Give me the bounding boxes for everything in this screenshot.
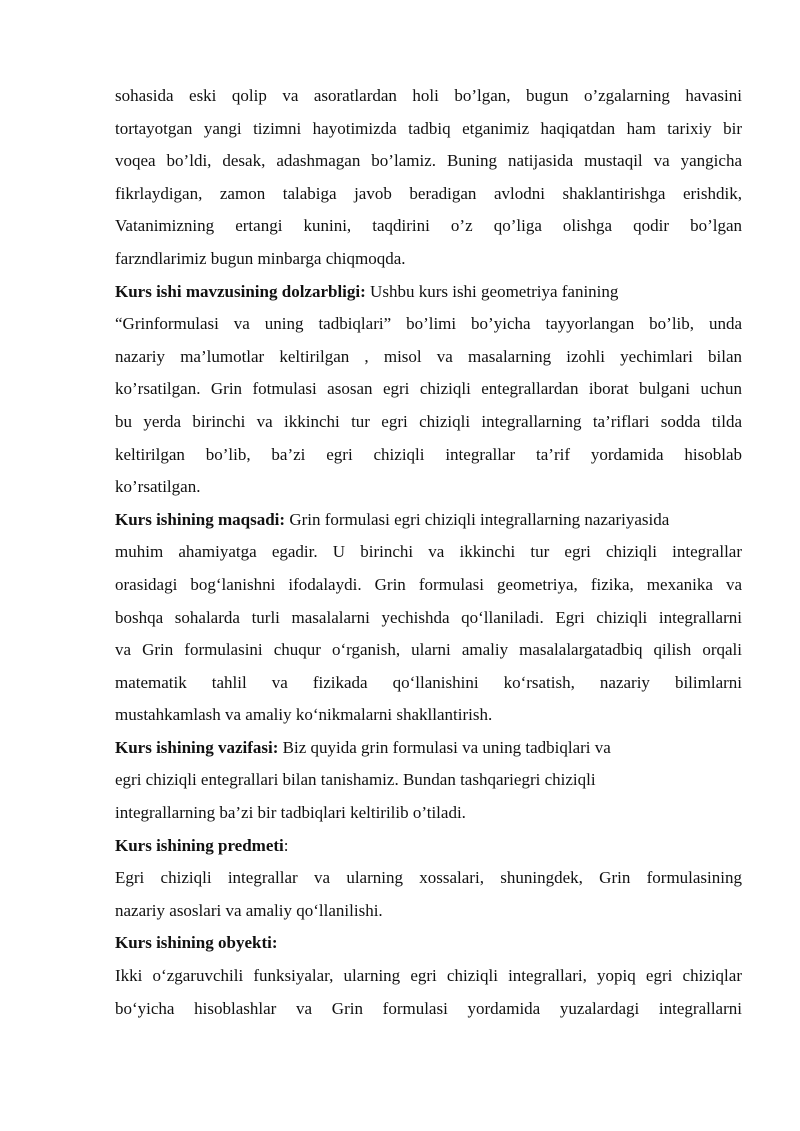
text-line: integrallarning ba’zi bir tadbiqlari keltirilib o’tiladi. [115, 803, 466, 823]
section-heading-vazifasi: Kurs ishining vazifasi: [115, 737, 279, 757]
text-line: tortayotgan yangi tizimni hayotimizda tadbiq etganimiz haqiqatdan ham tarixiy bir [115, 118, 742, 138]
paragraph-maqsadi [115, 504, 742, 732]
text-line [115, 276, 742, 309]
text-line: matematik tahlil va fizikada qo‘llanishini ko‘rsatish, nazariy bilimlarni [115, 672, 742, 692]
text-segment: : [283, 835, 289, 855]
paragraph-obyekti [115, 927, 742, 1025]
paragraph-predmeti [115, 830, 742, 928]
text-line: nazariy asoslari va amaliy qo‘llanilishi. [115, 900, 383, 920]
paragraph-vazifasi [115, 732, 742, 830]
text-line: mustahkamlash va amaliy ko‘nikmalarni shakllantirish. [115, 705, 493, 725]
text-line: Egri chiziqli integrallar va ularning xossalari, shuningdek, Grin formulasining [115, 868, 742, 888]
text-line: bo‘yicha hisoblashlar va Grin formulasi yordamida yuzalardagi integrallarni [115, 998, 742, 1018]
text-line: “Grinformulasi va uning tadbiqlari” bo’limi bo’yicha tayyorlangan bo’lib, unda [115, 314, 742, 334]
document-page [115, 80, 742, 1025]
text-line: ko’rsatilgan. Grin fotmulasi asosan egri chiziqli entegrallardan iborat bulgani uchun [115, 379, 742, 399]
paragraph-intro [115, 80, 742, 276]
text-line: farzndlarimiz bugun minbarga chiqmoqda. [115, 248, 406, 268]
text-line: boshqa sohalarda turli masalalarni yechishda qo‘llaniladi. Egri chiziqli integrallarni [115, 607, 742, 627]
text-line: bu yerda birinchi va ikkinchi tur egri chiziqli integrallarning ta’riflari sodda tilda [115, 411, 742, 431]
text-segment: Biz quyida grin formulasi va uning tadbiqlari va [278, 737, 611, 757]
section-heading-predmeti: Kurs ishining predmeti [115, 835, 284, 855]
paragraph-dolzarbligi [115, 276, 742, 504]
text-line: keltirilgan bo’lib, ba’zi egri chiziqli integrallar ta’rif yordamida hisoblab [115, 444, 742, 464]
text-line: sohasida eski qolip va asoratlardan holi bo’lgan, bugun o’zgalarning havasini [115, 86, 742, 105]
text-line: voqea bo’ldi, desak, adashmagan bo’lamiz. Buning natijasida mustaqil va yangicha [115, 151, 742, 171]
section-heading-dolzarbligi: Kurs ishi mavzusining dolzarbligi: [115, 281, 366, 301]
text-line: fikrlaydigan, zamon talabiga javob beradigan avlodni shaklantirishga erishdik, [115, 183, 742, 203]
text-line: Ikki o‘zgaruvchili funksiyalar, ularning egri chiziqli integrallari, yopiq egri chiziqlar [115, 966, 742, 986]
text-segment: Grin formulasi egri chiziqli integrallarning nazariyasida [285, 509, 670, 529]
text-line: muhim ahamiyatga egadir. U birinchi va ikkinchi tur egri chiziqli integrallar [115, 542, 742, 562]
section-heading-maqsadi: Kurs ishining maqsadi: [115, 509, 286, 529]
text-line [115, 504, 742, 537]
text-line [115, 732, 742, 765]
text-line: va Grin formulasini chuqur o‘rganish, ularni amaliy masalalargatadbiq qilish orqali [115, 640, 742, 660]
text-line: ko’rsatilgan. [115, 477, 201, 497]
text-line: orasidagi bog‘lanishni ifodalaydi. Grin formulasi geometriya, fizika, mexanika va [115, 574, 742, 594]
text-line: Vatanimizning ertangi kunini, taqdirini o’z qo’liga olishga qodir bo’lgan [115, 216, 742, 236]
text-segment: Ushbu kurs ishi geometriya fanining [365, 281, 619, 301]
text-line [115, 830, 742, 863]
section-heading-obyekti: Kurs ishining obyekti: [115, 933, 278, 953]
text-line: egri chiziqli entegrallari bilan tanishamiz. Bundan tashqariegri chiziqli [115, 770, 596, 790]
text-line: nazariy ma’lumotlar keltirilgan , misol va masalarning izohli yechimlari bilan [115, 346, 742, 366]
